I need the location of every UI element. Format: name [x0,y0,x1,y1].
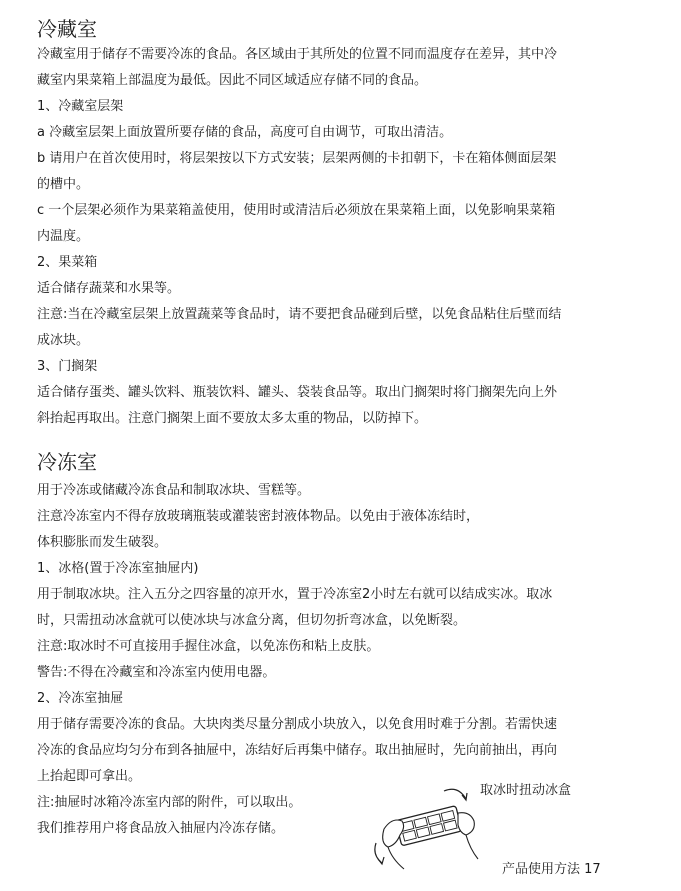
page-footer: 产品使用方法 17 [502,862,601,877]
fridge-paragraph: a 冷藏室层架上面放置所要存储的食品，高度可自由调节，可取出清洁。 [37,125,453,140]
ice-tray-twist-illustration [366,783,486,878]
freezer-paragraph: 冷冻的食品应均匀分布到各抽屉中，冻结好后再集中储存。取出抽屉时，先向前抽出，再向 [37,743,558,758]
fridge-paragraph: 适合储存蛋类、罐头饮料、瓶装饮料、罐头、袋装食品等。取出门搁架时将门搁架先向上外 [37,385,558,400]
fridge-section [37,42,561,432]
fridge-subheading: 3、门搁架 [37,359,98,374]
freezer-paragraph: 时，只需扭动冰盒就可以使冰块与冰盒分离，但切勿折弯冰盒，以免断裂。 [37,613,467,628]
freezer-subheading: 1、冰格(置于冷冻室抽屉内) [37,561,199,576]
figure-caption: 取冰时扭动冰盒 [480,783,572,798]
fridge-heading: 冷藏室 [37,17,97,41]
freezer-paragraph: 用于冷冻或储藏冷冻食品和制取冰块、雪糕等。 [37,483,311,498]
hand-icon [458,813,474,835]
fridge-paragraph: 的槽中。 [37,177,90,192]
fridge-subheading: 2、果菜箱 [37,255,98,270]
fridge-paragraph: 内温度。 [37,229,90,244]
fridge-paragraph: 藏室内果菜箱上部温度为最低。因此不同区域适应存储不同的食品。 [37,73,428,88]
freezer-note: 注意冷冻室内不得存放玻璃瓶装或灌装密封液体物品。以免由于液体冻结时， [37,509,480,524]
fridge-paragraph: 冷藏室用于储存不需要冷冻的食品。各区域由于其所处的位置不同而温度存在差异，其中冷 [37,47,558,62]
fridge-paragraph: b 请用户在首次使用时，将层架按以下方式安装；层架两侧的卡扣朝下，卡在箱体侧面层架 [37,151,557,166]
freezer-paragraph: 上抬起即可拿出。 [37,769,142,784]
freezer-note: 体积膨胀而发生破裂。 [37,535,168,550]
ice-tray-icon [396,806,462,846]
freezer-subheading: 2、冷冻室抽屉 [37,691,124,706]
twist-arrow-icon [444,789,466,799]
freezer-paragraph: 我们推荐用户将食品放入抽屉内冷冻存储。 [37,821,285,836]
freezer-note: 注意:取冰时不可直接用手握住冰盒，以免冻伤和粘上皮肤。 [37,639,380,654]
freezer-paragraph: 用于储存需要冷冻的食品。大块肉类尽量分割成小块放入，以免食用时难于分割。若需快速 [37,717,558,732]
fridge-paragraph: 适合储存蔬菜和水果等。 [37,281,181,296]
freezer-note: 注:抽屉时冰箱冷冻室内部的附件，可以取出。 [37,795,302,810]
fridge-paragraph: 斜抬起再取出。注意门搁架上面不要放太多太重的物品，以防掉下。 [37,411,428,426]
fridge-paragraph: c 一个层架必须作为果菜箱盖使用，使用时或清洁后必须放在果菜箱上面，以免影响果菜箱 [37,203,556,218]
fridge-note: 成冰块。 [37,333,90,348]
freezer-paragraph: 用于制取冰块。注入五分之四容量的凉开水，置于冷冻室2小时左右就可以结成实冰。取冰 [37,587,553,602]
fridge-note: 注意:当在冷藏室层架上放置蔬菜等食品时，请不要把食品碰到后壁，以免食品粘住后壁而结 [37,307,562,322]
fridge-subheading: 1、冷藏室层架 [37,99,124,114]
freezer-warning: 警告:不得在冷藏室和冷冻室内使用电器。 [37,665,276,680]
freezer-heading: 冷冻室 [37,450,97,474]
